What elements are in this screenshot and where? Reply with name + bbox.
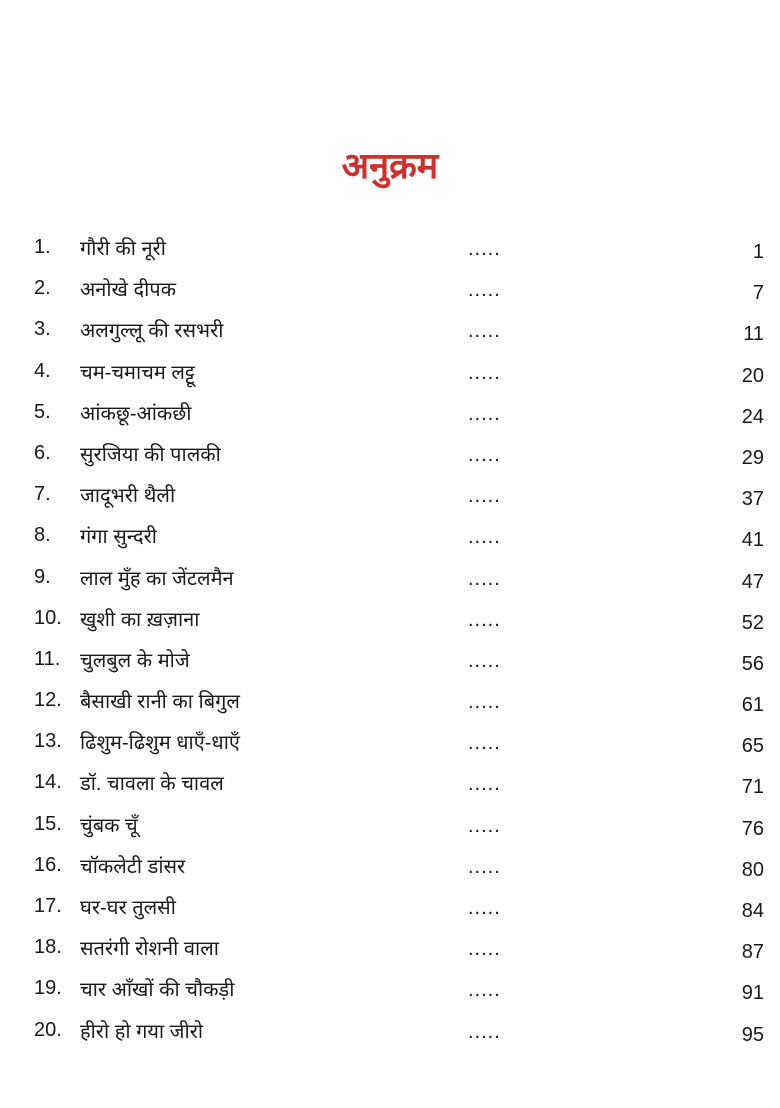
leader-dots: ..... bbox=[468, 608, 501, 631]
leader-dots: ..... bbox=[468, 443, 501, 466]
entry-number: 5. bbox=[34, 400, 51, 423]
toc-entry bbox=[0, 434, 780, 475]
toc-entry bbox=[0, 599, 780, 640]
entry-page-number: 41 bbox=[741, 529, 764, 552]
entry-title: अलगुल्लू की रसभरी bbox=[80, 320, 224, 343]
entry-number: 8. bbox=[34, 524, 51, 547]
toc-entry bbox=[0, 928, 780, 969]
entry-title: बैसाखी रानी का बिगुल bbox=[80, 691, 240, 714]
toc-entry bbox=[0, 558, 780, 599]
toc-entry bbox=[0, 887, 780, 928]
entry-number: 7. bbox=[34, 483, 51, 506]
toc-entry bbox=[0, 805, 780, 846]
entry-title: जादूभरी थैली bbox=[80, 485, 176, 508]
entry-title: लाल मुँह का जेंटलमैन bbox=[80, 567, 234, 590]
entry-number: 20. bbox=[34, 1018, 62, 1041]
entry-title: चॉकलेटी डांसर bbox=[80, 855, 186, 878]
leader-dots: ..... bbox=[468, 897, 501, 919]
entry-title: ढिशुम-ढिशुम धाएँ-धाएँ bbox=[80, 732, 240, 755]
entry-number: 2. bbox=[34, 277, 51, 300]
leader-dots: ..... bbox=[468, 238, 501, 260]
toc-entry bbox=[0, 722, 780, 763]
entry-number: 17. bbox=[34, 895, 62, 917]
leader-dots: ..... bbox=[468, 732, 501, 755]
leader-dots: ..... bbox=[468, 691, 501, 714]
toc-entry bbox=[0, 475, 780, 516]
leader-dots: ..... bbox=[468, 979, 501, 1002]
entry-title: चम-चमाचम लट्टू bbox=[80, 361, 195, 384]
entry-page-number: 29 bbox=[741, 446, 764, 469]
entry-page-number: 56 bbox=[741, 652, 764, 675]
entry-title: गौरी की नूरी bbox=[80, 238, 166, 260]
toc-entry bbox=[0, 269, 780, 310]
entry-number: 12. bbox=[34, 689, 62, 712]
leader-dots: ..... bbox=[468, 773, 501, 796]
toc-entry bbox=[0, 969, 780, 1010]
entry-page-number: 71 bbox=[741, 776, 764, 799]
toc-entry bbox=[0, 640, 780, 681]
entry-title: अनोखे दीपक bbox=[80, 279, 176, 302]
entry-title: सुरजिया की पालकी bbox=[80, 443, 221, 466]
entry-number: 10. bbox=[34, 606, 62, 629]
entry-page-number: 7 bbox=[752, 282, 764, 305]
leader-dots: ..... bbox=[468, 938, 501, 961]
entry-number: 3. bbox=[34, 318, 51, 341]
entry-number: 9. bbox=[34, 565, 51, 588]
entry-number: 14. bbox=[34, 771, 62, 794]
entry-page-number: 80 bbox=[741, 858, 764, 881]
entry-page-number: 20 bbox=[741, 364, 764, 387]
leader-dots: ..... bbox=[468, 320, 501, 343]
leader-dots: ..... bbox=[468, 567, 501, 590]
entry-number: 13. bbox=[34, 730, 62, 753]
entry-page-number: 95 bbox=[741, 1023, 764, 1046]
leader-dots: ..... bbox=[468, 485, 501, 508]
entry-title: गंगा सुन्दरी bbox=[80, 526, 157, 549]
toc-entry bbox=[0, 393, 780, 434]
entry-number: 18. bbox=[34, 936, 62, 959]
entry-page-number: 1 bbox=[752, 241, 764, 263]
toc-entry bbox=[0, 516, 780, 557]
entry-title: घर-घर तुलसी bbox=[80, 897, 176, 919]
toc-entry bbox=[0, 846, 780, 887]
entry-title: चार आँखों की चौकड़ी bbox=[80, 979, 235, 1002]
entry-page-number: 37 bbox=[741, 488, 764, 511]
leader-dots: ..... bbox=[468, 361, 501, 384]
entry-title: आंकछू-आंकछी bbox=[80, 402, 192, 425]
entry-page-number: 87 bbox=[741, 941, 764, 964]
entry-title: चुलबुल के मोजे bbox=[80, 649, 190, 672]
entry-number: 15. bbox=[34, 812, 62, 835]
entry-title: हीरो हो गया जीरो bbox=[80, 1020, 204, 1043]
entry-page-number: 91 bbox=[741, 982, 764, 1005]
entry-page-number: 11 bbox=[743, 323, 764, 346]
entry-page-number: 52 bbox=[741, 611, 764, 634]
leader-dots: ..... bbox=[468, 814, 501, 837]
leader-dots: ..... bbox=[468, 649, 501, 672]
toc-entry bbox=[0, 228, 780, 269]
entry-page-number: 76 bbox=[741, 817, 764, 840]
entry-title: चुंबक चूँ bbox=[80, 814, 138, 837]
entry-number: 11. bbox=[34, 647, 61, 670]
toc-entry bbox=[0, 310, 780, 351]
entry-number: 19. bbox=[34, 977, 62, 1000]
entry-number: 16. bbox=[34, 853, 62, 876]
entry-page-number: 84 bbox=[741, 900, 764, 922]
leader-dots: ..... bbox=[468, 1020, 501, 1043]
toc-entry bbox=[0, 763, 780, 804]
entry-number: 6. bbox=[34, 441, 51, 464]
entry-page-number: 24 bbox=[741, 405, 764, 428]
table-of-contents bbox=[0, 228, 780, 1052]
entry-title: डॉ. चावला के चावल bbox=[80, 773, 224, 796]
entry-title: खुशी का ख़ज़ाना bbox=[80, 608, 200, 631]
toc-entry bbox=[0, 1011, 780, 1052]
leader-dots: ..... bbox=[468, 855, 501, 878]
leader-dots: ..... bbox=[468, 526, 501, 549]
leader-dots: ..... bbox=[468, 402, 501, 425]
page-title: अनुक्रम bbox=[341, 145, 439, 186]
toc-entry bbox=[0, 681, 780, 722]
entry-title: सतरंगी रोशनी वाला bbox=[80, 938, 219, 961]
entry-page-number: 65 bbox=[741, 735, 764, 758]
entry-page-number: 61 bbox=[741, 694, 764, 717]
toc-entry bbox=[0, 352, 780, 393]
leader-dots: ..... bbox=[468, 279, 501, 302]
entry-page-number: 47 bbox=[741, 570, 764, 593]
entry-number: 4. bbox=[34, 359, 51, 382]
entry-number: 1. bbox=[34, 236, 51, 258]
